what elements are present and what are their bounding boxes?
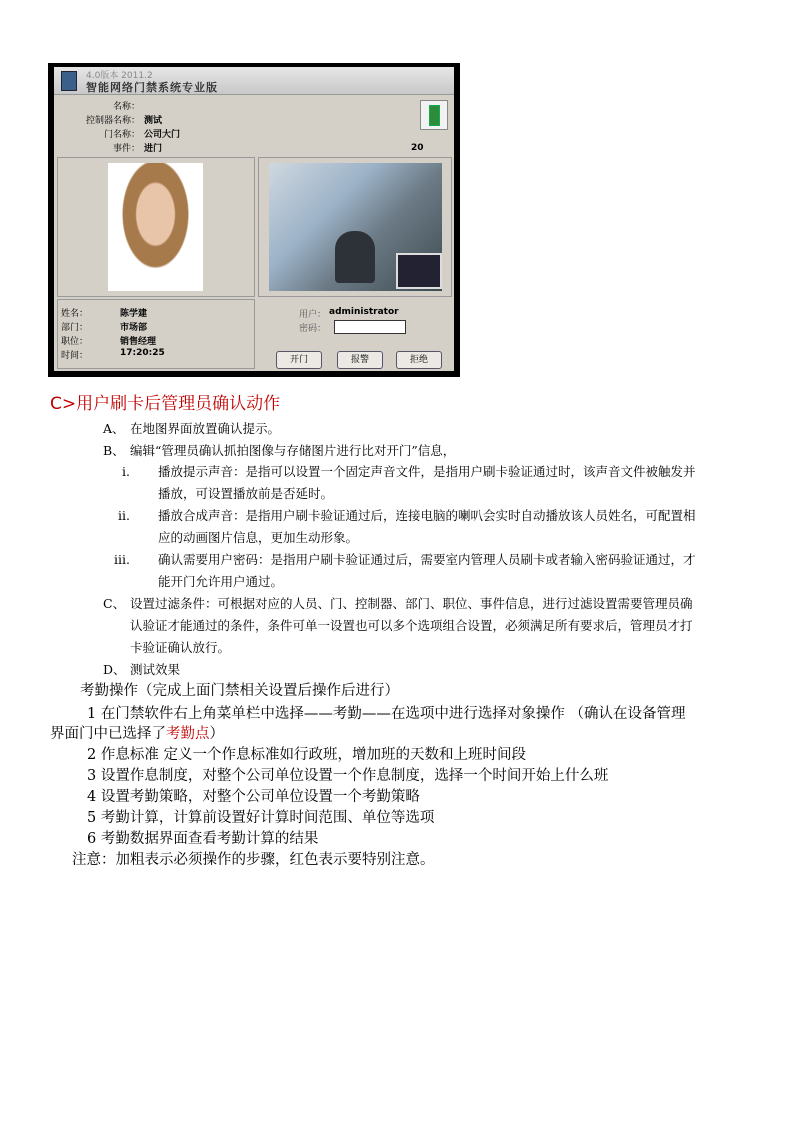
- step-2: 2 作息标准 定义一个作息标准如行政班，增加班的天数和上班时间段: [87, 747, 526, 763]
- item-text: 认验证才能通过的条件，条件可单一设置也可以多个选项组合设置，必须满足所有要求后，管理员才打: [130, 618, 693, 633]
- subitem-text: 确认需要用户密码：是指用户刷卡验证通过后，需要室内管理人员刷卡或者输入密码验证通过，才: [158, 552, 696, 567]
- subitem-text: 播放，可设置播放前是否延时。: [158, 486, 334, 501]
- person-photo: [108, 163, 203, 291]
- person-info-panel: [57, 299, 255, 369]
- person-label: 职位：: [60, 337, 88, 347]
- person-label: 时间：: [60, 351, 88, 361]
- step-1: 1 在门禁软件右上角菜单栏中选择——考勤——在选项中进行选择对象操作 （确认在设备管理: [87, 706, 686, 722]
- title-bar: [54, 67, 454, 95]
- screenshot-frame: [48, 63, 460, 377]
- step-3: 3 设置作息制度，对整个公司单位设置一个作息制度，选择一个时间开始上什么班: [87, 768, 609, 784]
- step-1-pre: 界面门中已选择了: [50, 726, 166, 742]
- subitem-marker: i.: [122, 464, 130, 479]
- item-text: 编辑“管理员确认抓拍图像与存储图片进行比对开门”信息，: [130, 443, 456, 458]
- person-value: 17:20:25: [120, 348, 165, 358]
- user-label: 用户：: [298, 310, 326, 320]
- step-5: 5 考勤计算，计算前设置好计算时间范围、单位等选项: [87, 810, 435, 826]
- password-input[interactable]: [334, 320, 406, 334]
- subitem-text: 播放提示声音：是指可以设置一个固定声音文件，是指用户刷卡验证通过时，该声音文件被触发并: [158, 464, 696, 479]
- item-text: 在地图界面放置确认提示。: [130, 421, 281, 436]
- item-marker: D、: [103, 662, 126, 677]
- photo-panel: [57, 157, 255, 297]
- camera-panel: [258, 157, 452, 297]
- attendance-point-highlight: 考勤点: [166, 726, 210, 742]
- person-label: 姓名：: [60, 309, 88, 319]
- camera-snapshot: [269, 163, 442, 291]
- app-icon: [61, 71, 77, 91]
- camera-person: [335, 231, 375, 283]
- item-marker: B、: [103, 443, 125, 458]
- camera-monitor: [396, 253, 442, 289]
- app-title: 智能网络门禁系统专业版: [86, 81, 218, 94]
- field-label: 控制器名称：: [85, 116, 140, 126]
- field-value: 进门: [144, 144, 163, 154]
- step-1-cont: [50, 724, 224, 744]
- step-4: 4 设置考勤策略，对整个公司单位设置一个考勤策略: [87, 789, 420, 805]
- person-value: 市场部: [120, 323, 148, 333]
- person-label: 部门：: [60, 323, 88, 333]
- open-door-button[interactable]: 开门: [276, 351, 322, 369]
- app-window: [54, 67, 454, 371]
- step-6: 6 考勤数据界面查看考勤计算的结果: [87, 831, 319, 847]
- person-value: 销售经理: [120, 337, 157, 347]
- subitem-text: 播放合成声音：是指用户刷卡验证通过后，连接电脑的喇叭会实时自动播放该人员姓名，可配置相: [158, 508, 696, 523]
- note: 注意：加粗表示必须操作的步骤，红色表示要特别注意。: [72, 852, 435, 868]
- version-label: 4.0版本 2011.2: [86, 71, 153, 81]
- field-label: 门名称：: [103, 130, 140, 140]
- item-text: 测试效果: [130, 662, 181, 677]
- subitem-text: 能开门允许用户通过。: [158, 574, 284, 589]
- step-1-post: ）: [209, 726, 224, 742]
- item-text: 设置过滤条件：可根据对应的人员、门、控制器、部门、职位、事件信息，进行过滤设置需要管理员确: [130, 596, 693, 611]
- field-value: 公司大门: [144, 130, 181, 140]
- item-marker: A、: [103, 421, 125, 436]
- subitem-marker: ii.: [118, 508, 130, 523]
- attendance-title: 考勤操作（完成上面门禁相关设置后操作后进行）: [80, 683, 399, 699]
- password-label: 密码：: [298, 324, 326, 334]
- field-label: 名称：: [112, 102, 140, 112]
- event-count: 20: [411, 143, 424, 153]
- field-value: 测试: [144, 116, 163, 126]
- item-marker: C、: [103, 596, 126, 611]
- item-text: 卡验证确认放行。: [130, 640, 231, 655]
- section-heading: C>用户刷卡后管理员确认动作: [50, 394, 281, 414]
- door-icon[interactable]: [420, 100, 448, 130]
- person-value: 陈学建: [120, 309, 148, 319]
- subitem-marker: iii.: [114, 552, 130, 567]
- user-value: administrator: [329, 307, 399, 317]
- field-label: 事件：: [112, 144, 140, 154]
- reject-button[interactable]: 拒绝: [396, 351, 442, 369]
- alarm-button[interactable]: 报警: [337, 351, 383, 369]
- subitem-text: 应的动画图片信息，更加生动形象。: [158, 530, 359, 545]
